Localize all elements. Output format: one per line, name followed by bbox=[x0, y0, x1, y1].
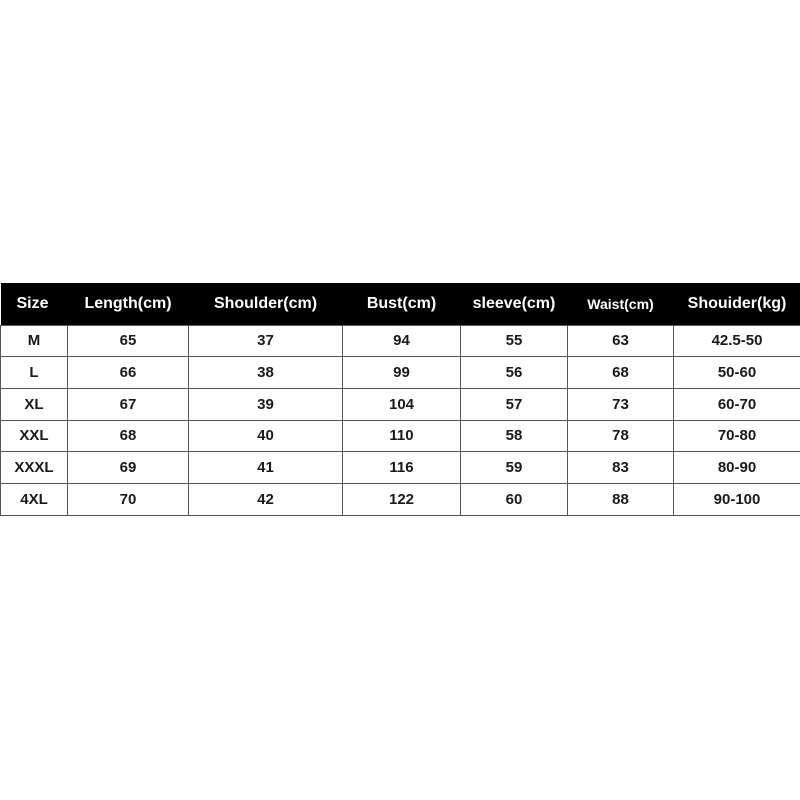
cell-bust: 99 bbox=[343, 357, 461, 389]
cell-bust: 122 bbox=[343, 483, 461, 515]
cell-weight: 90-100 bbox=[674, 483, 800, 515]
cell-bust: 116 bbox=[343, 452, 461, 484]
cell-sleeve: 58 bbox=[461, 420, 568, 452]
table-row bbox=[1, 483, 800, 515]
cell-weight: 50-60 bbox=[674, 357, 800, 389]
table-row bbox=[1, 357, 800, 389]
table-row bbox=[1, 388, 800, 420]
cell-size: L bbox=[1, 357, 68, 389]
cell-length: 68 bbox=[68, 420, 189, 452]
cell-length: 67 bbox=[68, 388, 189, 420]
cell-waist: 88 bbox=[568, 483, 674, 515]
cell-size: M bbox=[1, 325, 68, 357]
cell-waist: 63 bbox=[568, 325, 674, 357]
cell-waist: 68 bbox=[568, 357, 674, 389]
size-chart-table bbox=[0, 283, 800, 516]
cell-sleeve: 56 bbox=[461, 357, 568, 389]
cell-shoulder: 40 bbox=[189, 420, 343, 452]
cell-length: 65 bbox=[68, 325, 189, 357]
cell-shoulder: 42 bbox=[189, 483, 343, 515]
cell-waist: 73 bbox=[568, 388, 674, 420]
cell-size: XXL bbox=[1, 420, 68, 452]
cell-weight: 42.5-50 bbox=[674, 325, 800, 357]
header-size: Size bbox=[16, 294, 49, 312]
cell-sleeve: 57 bbox=[461, 388, 568, 420]
header-sleeve: sleeve(cm) bbox=[472, 294, 556, 312]
header-weight: Shouider(kg) bbox=[687, 294, 787, 312]
cell-sleeve: 55 bbox=[461, 325, 568, 357]
cell-shoulder: 39 bbox=[189, 388, 343, 420]
header-waist: Waist(cm) bbox=[587, 295, 654, 312]
table-header-row bbox=[1, 283, 800, 325]
table-row bbox=[1, 452, 800, 484]
table-row bbox=[1, 325, 800, 357]
cell-weight: 70-80 bbox=[674, 420, 800, 452]
cell-sleeve: 59 bbox=[461, 452, 568, 484]
cell-sleeve: 60 bbox=[461, 483, 568, 515]
cell-bust: 110 bbox=[343, 420, 461, 452]
cell-length: 66 bbox=[68, 357, 189, 389]
header-shoulder: Shoulder(cm) bbox=[213, 294, 318, 312]
cell-size: XL bbox=[1, 388, 68, 420]
header-bust: Bust(cm) bbox=[366, 294, 437, 312]
cell-size: 4XL bbox=[1, 483, 68, 515]
cell-waist: 83 bbox=[568, 452, 674, 484]
cell-bust: 94 bbox=[343, 325, 461, 357]
cell-size: XXXL bbox=[1, 452, 68, 484]
cell-shoulder: 37 bbox=[189, 325, 343, 357]
cell-length: 70 bbox=[68, 483, 189, 515]
cell-bust: 104 bbox=[343, 388, 461, 420]
cell-shoulder: 38 bbox=[189, 357, 343, 389]
cell-length: 69 bbox=[68, 452, 189, 484]
cell-weight: 80-90 bbox=[674, 452, 800, 484]
cell-shoulder: 41 bbox=[189, 452, 343, 484]
header-length: Length(cm) bbox=[84, 294, 172, 312]
cell-waist: 78 bbox=[568, 420, 674, 452]
table-row bbox=[1, 420, 800, 452]
cell-weight: 60-70 bbox=[674, 388, 800, 420]
